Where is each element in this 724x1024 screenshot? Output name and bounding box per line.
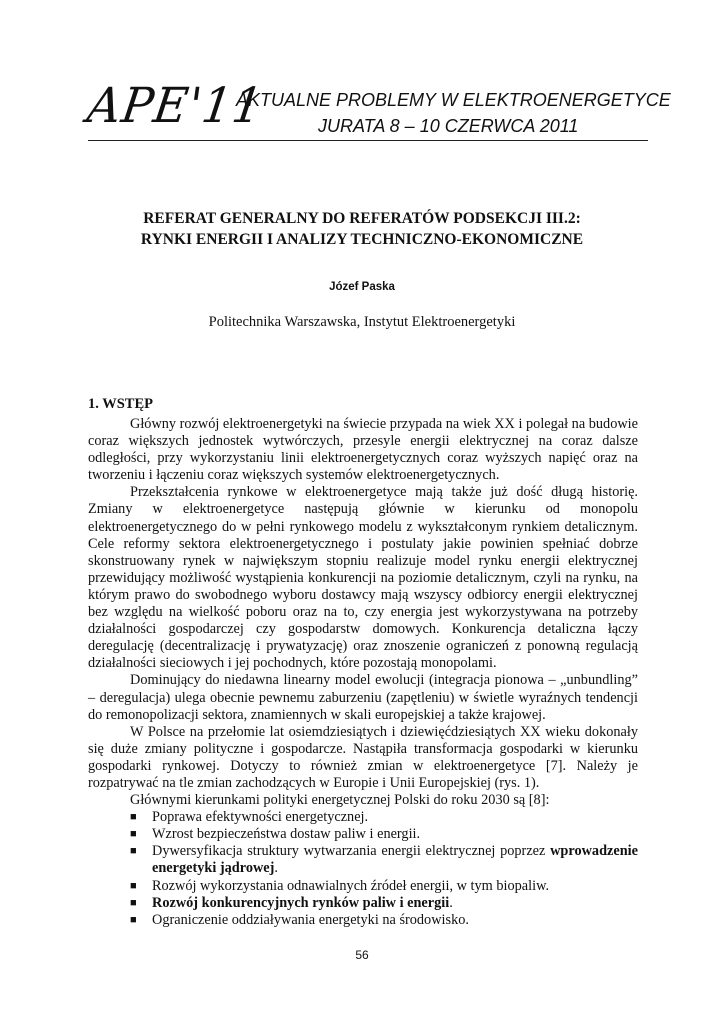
bullet-square-icon: ■ xyxy=(130,828,137,841)
title-line-1: REFERAT GENERALNY DO REFERATÓW PODSEKCJI III.2: xyxy=(143,210,581,227)
conference-name: AKTUALNE PROBLEMY W ELEKTROENERGETYCE xyxy=(236,90,671,110)
list-item: ■ Ograniczenie oddziaływania energetyki na środowisko. xyxy=(130,911,469,928)
policy-directions-list xyxy=(88,809,638,929)
paper-title xyxy=(88,208,636,250)
section-body xyxy=(88,416,638,929)
bullet-square-icon: ■ xyxy=(130,913,137,926)
paragraph-2: Przekształcenia rynkowe w elektroenergetyce mają także już dość długą historię. Zmiany w elektroenergetyce następują głównie w kierunku od monopolu elektroenergetycznego do w pełni rynkowego modelu z wykształconym rynkiem detalicznym. Cele reformy sektora elektroenergetycznego i postulaty jakie powinien spełniać dobrze skonstruowany rynek w największym stopniu realizuje model rynku energii elektrycznej przewidujący możliwość wystąpienia konkurencji na poziomie detalicznym, czyli na rynku, na którym prawo do swobodnego wyboru dostawcy mają wszyscy odbiorcy energii elektrycznej bez względu na wielkość poboru oraz na to, czy energia jest wykorzystywana na potrzeby działalności gospodarczej czy gospodarstw domowych. Konkurencja detaliczna łączy deregulację (decentralizację i prywatyzację) oraz znoszenie ograniczeń z ponowną regulacją działalności sieciowych i jej pochodnych, które pozostają monopolami. xyxy=(88,484,638,672)
conference-date-location: JURATA 8 – 10 CZERWCA 2011 xyxy=(318,116,579,136)
paragraph-3: Dominujący do niedawna linearny model ewolucji (integracja pionowa – „unbundling” – deregulacja) ulega obecnie pewnemu zaburzeniu (zapętleniu) w świetle wyraźnych tendencji do remonopolizacji sektora, znamiennych w skali europejskiej a także krajowej. xyxy=(88,672,638,723)
bullet-square-icon: ■ xyxy=(130,879,137,892)
header-rule xyxy=(88,140,648,141)
list-item: ■ Wzrost bezpieczeństwa dostaw paliw i energii. xyxy=(130,826,421,843)
list-item: ■ Rozwój wykorzystania odnawialnych źródeł energii, w tym biopaliw. xyxy=(130,877,550,894)
list-item: ■ Rozwój konkurencyjnych rynków paliw i energii. xyxy=(130,894,453,911)
title-line-2: RYNKI ENERGII I ANALIZY TECHNICZNO-EKONOMICZNE xyxy=(140,231,584,248)
paragraph-1: Główny rozwój elektroenergetyki na świecie przypada na wiek XX i polegał na budowie coraz większych jednostek wytwórczych, przesyle energii elektrycznej na coraz dalsze odległości, przy wykorzystaniu linii elektroenergetycznych coraz wyższych napięć oraz na tworzeniu i łączeniu coraz większych systemów elektroenergetycznych. xyxy=(88,416,638,484)
ape-logo: APE'11 xyxy=(84,76,267,134)
author-name: Józef Paska xyxy=(329,281,395,293)
author-affiliation: Politechnika Warszawska, Instytut Elektroenergetyki xyxy=(208,314,516,330)
conference-header xyxy=(84,76,671,142)
paragraph-4: W Polsce na przełomie lat osiemdziesiątych i dziewięćdziesiątych XX wieku dokonały się duże zmiany polityczne i gospodarcze. Nastąpiła transformacja gospodarki w kierunku gospodarki rynkowej. Dotyczy to również zmian w elektroenergetyce [7]. Należy je rozpatrywać na tle zmian zachodzących w Europie i Unii Europejskiej (rys. 1). xyxy=(88,723,638,791)
paragraph-5: Głównymi kierunkami polityki energetycznej Polski do roku 2030 są [8]: xyxy=(130,792,550,809)
bullet-square-icon: ■ xyxy=(130,811,137,824)
section-heading: 1. WSTĘP xyxy=(88,396,154,412)
list-item: ■ Poprawa efektywności energetycznej. xyxy=(130,809,369,826)
page-number: 56 xyxy=(355,948,369,962)
list-item: ■ Dywersyfikacja struktury wytwarzania energii elektrycznej poprzez wprowadzenie energetyki jądrowej. xyxy=(130,843,638,877)
bullet-square-icon: ■ xyxy=(130,845,137,858)
bullet-square-icon: ■ xyxy=(130,896,137,909)
